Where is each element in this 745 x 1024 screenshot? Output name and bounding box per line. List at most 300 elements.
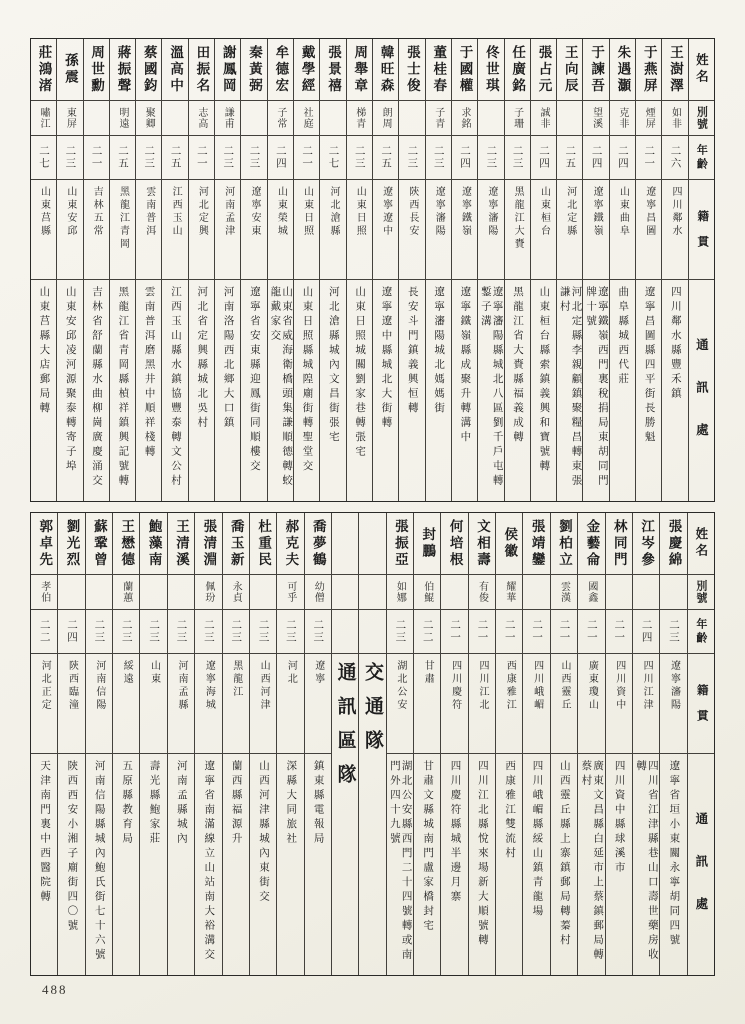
entry-origin-cell [633,654,659,754]
entry-age: 二三 [394,619,406,644]
entry-name-cell [496,513,522,575]
entry-name-cell [606,513,632,575]
entry-origin-cell [84,180,109,280]
entry-age-cell [86,610,112,654]
entry-age-cell [305,610,331,654]
entry-address-cell [31,280,56,501]
entry-age-cell [241,136,266,180]
entry-alias-cell [551,575,577,610]
entry-address: 河北滄縣城內文昌街張宅 [327,286,339,446]
entry-age: 二七 [327,145,339,170]
entry-origin-cell [168,654,194,754]
entry-name: 劉柏立 [557,518,573,569]
entry-age: 二三 [667,619,679,644]
entry-age-cell [557,136,582,180]
entry-origin-cell [469,654,495,754]
entry-address-cell [610,280,635,501]
entry-origin-cell [505,180,530,280]
entry-origin: 遼寧安東 [249,186,261,238]
entry-origin-cell [58,654,84,754]
entry-alias-cell [531,101,556,136]
entry-origin: 山東日照 [354,186,366,238]
entry-name: 喬玉新 [228,518,244,569]
entry-name: 牟德宏 [273,44,289,95]
entry-address: 四川省江津縣巷山口壽世藥房收轉 [635,760,658,963]
entry-origin: 吉林五常 [91,186,103,238]
entry-age-cell [294,136,319,180]
entry-alias: 孝伯 [38,581,50,603]
entry-address: 廣東文昌縣白延市上蔡鎮郵局轉蔡村 [580,760,604,963]
entry-name-cell [531,39,556,101]
entry-name-cell [113,513,139,575]
entry-name: 韓旺森 [378,44,394,95]
entry-origin-cell [606,654,632,754]
entry-alias-cell [633,575,659,610]
entry-column [557,39,583,501]
entry-alias-cell [610,101,635,136]
entry-address-cell [84,280,109,501]
entry-origin: 河南孟縣 [175,660,187,712]
entry-name-cell [140,513,166,575]
entry-column [578,513,605,975]
entry-address: 山東莒縣大店郵局轉 [38,286,50,417]
entry-address-cell [86,754,112,975]
entry-column [58,513,85,975]
entry-name: 侯徽 [502,527,518,560]
entry-age-cell [57,136,82,180]
entry-age-cell [223,610,249,654]
entry-address: 河北省定興縣城北吳村 [196,286,208,431]
entry-address-cell [478,280,503,501]
entry-name-cell [414,513,440,575]
empty-cell [332,610,358,654]
entry-address-cell [496,754,522,975]
entry-name: 蘇鞏曾 [91,518,107,569]
entry-alias: 蘭蕙 [120,581,132,603]
entry-age: 二三 [511,145,523,170]
entry-name-cell [277,513,303,575]
entry-origin: 陝西長安 [406,186,418,238]
entry-alias-cell [86,575,112,610]
entry-origin-cell [294,180,319,280]
entry-address: 蘭西縣福源升 [230,760,242,847]
entry-name: 董桂春 [431,44,447,95]
entry-age: 二一 [558,619,570,644]
entry-age: 二三 [432,145,444,170]
entry-address: 遼寧昌圖縣四平街長勝魁 [643,286,655,446]
header-name-label: 姓名 [694,53,709,86]
entry-age-cell [320,136,345,180]
entry-age: 二一 [301,145,313,170]
entry-alias: 梯青 [353,107,365,129]
entry-name-cell [347,39,372,101]
entry-age-cell [58,610,84,654]
entry-age: 二三 [353,145,365,170]
empty-cell [359,575,385,610]
entry-name-cell [441,513,467,575]
header-alias-cell [689,101,714,136]
entry-alias-cell [189,101,214,136]
entry-alias-cell [31,101,56,136]
entry-name-cell [523,513,549,575]
section-divider-column [359,513,386,975]
entry-column [505,39,531,501]
entry-column [86,513,113,975]
entry-address: 遼寧瀋陽縣城北八區劉千戶屯轉鏨子溝 [479,286,503,489]
entry-name: 秦黃弼 [247,44,263,95]
entry-alias: 國鑫 [585,581,597,603]
entry-address: 五原縣教育局 [121,760,133,847]
entry-name-cell [215,39,240,101]
entry-alias: 煙屏 [643,107,655,129]
entry-address-cell [452,280,477,501]
entry-name: 于國權 [457,44,473,95]
header-column [688,513,714,975]
entry-address-cell [557,280,582,501]
entry-column [633,513,660,975]
entry-age-cell [110,136,135,180]
entry-age: 二三 [175,619,187,644]
entry-name: 張慶綿 [666,518,682,569]
entry-name-cell [136,39,161,101]
entry-age-cell [505,136,530,180]
entry-name-cell [305,513,331,575]
entry-age: 二二 [421,619,433,644]
entry-name: 王澍澤 [668,44,684,95]
entry-age: 二四 [459,145,471,170]
entry-name: 江岑參 [639,518,655,569]
entry-origin: 四川峨嵋 [531,660,543,712]
header-alias-cell [688,575,714,610]
entry-column [277,513,304,975]
entry-origin-cell [277,654,303,754]
entry-origin: 黑龍江大賚 [512,186,524,251]
entry-address-cell [583,280,608,501]
entry-alias-cell [478,101,503,136]
empty-cell [359,610,385,654]
entry-origin: 遼寧鐵嶺 [459,186,471,238]
entry-name-cell [110,39,135,101]
entry-age: 二三 [230,619,242,644]
entry-name-cell [86,513,112,575]
section-divider-column [332,513,359,975]
entry-name: 戴學經 [299,44,315,95]
entry-address: 遼寧省南滿線立山站南大裕溝交 [203,760,215,963]
entry-age: 二四 [537,145,549,170]
entry-address: 河南洛陽西北鄉大口鎮 [222,286,234,431]
header-origin-cell [689,180,714,280]
entry-column [168,513,195,975]
entry-column [195,513,222,975]
entry-age-cell [399,136,424,180]
entry-name: 林同門 [611,518,627,569]
header-address-label: 通訊處 [694,337,709,466]
entry-alias-cell [58,575,84,610]
entry-address: 陝西西安小湘子廟街四〇號 [66,760,78,934]
header-address-label: 通訊處 [693,811,708,940]
entry-alias-cell [662,101,687,136]
header-address-cell [689,280,714,501]
entry-alias: 有俊 [476,581,488,603]
entry-column [136,39,162,501]
entry-origin: 甘肅 [422,660,434,686]
entry-address: 深縣大同旅社 [285,760,297,847]
entry-name: 何培根 [447,518,463,569]
header-name-cell [689,39,714,101]
entry-origin-cell [189,180,214,280]
entry-alias: 誠非 [537,107,549,129]
section-label: 通訊區隊 [334,662,356,798]
entry-address: 長安斗門鎮義興恒轉 [406,286,418,417]
entry-age-cell [140,610,166,654]
entry-age-cell [250,610,276,654]
entry-column [268,39,294,501]
entry-origin-cell [662,180,687,280]
entry-name: 朱遇灝 [615,44,631,95]
entry-age-cell [215,136,240,180]
entry-name: 莊鴻渚 [36,44,52,95]
entry-age: 二五 [564,145,576,170]
entry-alias: 伯鯤 [421,581,433,603]
entry-origin: 河南信陽 [93,660,105,712]
entry-address-cell [168,754,194,975]
entry-column [215,39,241,501]
entry-column [110,39,136,501]
entry-age: 二三 [222,145,234,170]
entry-age: 二三 [93,619,105,644]
header-origin-label: 籍貫 [695,684,708,735]
entry-age: 二七 [38,145,50,170]
entry-age: 二五 [116,145,128,170]
entry-alias-cell [113,575,139,610]
entry-alias-cell [660,575,686,610]
entry-name-cell [189,39,214,101]
entry-column [414,513,441,975]
entry-age-cell [31,610,57,654]
entry-alias-cell [523,575,549,610]
entry-origin-cell [387,654,413,754]
entry-origin: 西康雅江 [504,660,516,712]
entry-alias: 子青 [432,107,444,129]
entry-address-cell [469,754,495,975]
entry-alias-cell [469,575,495,610]
entry-alias: 子常 [274,107,286,129]
entry-origin: 遼寧昌圖 [643,186,655,238]
entry-name: 劉光烈 [64,518,80,569]
entry-alias: 如非 [669,107,681,129]
entry-age-cell [469,610,495,654]
entry-column [189,39,215,501]
entry-name-cell [557,39,582,101]
entry-origin: 四川鄰水 [670,186,682,238]
entry-alias: 社庭 [301,107,313,129]
entry-origin-cell [241,180,266,280]
header-alias-label: 別號 [694,580,707,604]
entry-address-cell [294,280,319,501]
entry-address-cell [195,754,221,975]
entry-column [636,39,662,501]
entry-origin-cell [496,654,522,754]
entry-address-cell [426,280,451,501]
entry-age-cell [113,610,139,654]
entry-origin: 河北 [285,660,297,686]
entry-address: 遼寧瀋陽城北媽媽街 [433,286,445,417]
entry-age-cell [583,136,608,180]
entry-alias-cell [320,101,345,136]
entry-name-cell [505,39,530,101]
entry-name-cell [633,513,659,575]
entry-name: 杜重民 [256,518,272,569]
entry-alias-cell [215,101,240,136]
entry-address: 壽光縣鮑家莊 [148,760,160,847]
entry-column [140,513,167,975]
entry-address-cell [660,754,686,975]
entry-age-cell [277,610,303,654]
entry-name-cell [551,513,577,575]
entry-address-cell [268,280,293,501]
entry-origin-cell [305,654,331,754]
entry-age-cell [441,610,467,654]
header-name-cell [688,513,714,575]
entry-origin: 黑龍江 [230,660,242,699]
entry-age: 二三 [284,619,296,644]
entry-origin: 山東莒縣 [38,186,50,238]
entry-alias: 如娜 [394,581,406,603]
entry-age: 二三 [143,145,155,170]
entry-origin: 河南孟津 [222,186,234,238]
entry-column [347,39,373,501]
entry-age-cell [136,136,161,180]
entry-address: 四川資中縣球溪市 [613,760,625,876]
entry-name-cell [168,513,194,575]
entry-age: 二三 [312,619,324,644]
directory-table-bottom [30,512,715,976]
entry-age-cell [268,136,293,180]
entry-address-cell [250,754,276,975]
entry-name: 溫高中 [168,44,184,95]
entry-name: 周世勳 [89,44,105,95]
entry-alias-cell [426,101,451,136]
entry-address: 山東安邱凌河源聚泰轉寄子埠 [64,286,76,475]
header-address-cell [688,754,714,975]
entry-origin-cell [162,180,187,280]
entry-origin: 廣東瓊山 [586,660,598,712]
entry-column [162,39,188,501]
entry-alias-cell [636,101,661,136]
entry-address-cell [414,754,440,975]
entry-age: 二三 [202,619,214,644]
entry-column [113,513,140,975]
entry-origin-cell [57,180,82,280]
entry-column [250,513,277,975]
entry-name-cell [195,513,221,575]
entry-address: 黑龍江省大賚縣福義成轉 [512,286,524,446]
entry-origin-cell [426,180,451,280]
entry-alias: 幼僧 [312,581,324,603]
entry-name: 張士俊 [404,44,420,95]
entry-name: 任廣銘 [510,44,526,95]
entry-origin: 河北正定 [39,660,51,712]
entry-alias: 聚卿 [143,107,155,129]
entry-age: 二三 [248,145,260,170]
entry-age: 二三 [148,619,160,644]
entry-address: 遼寧遼中縣城北大街轉 [380,286,392,431]
entry-column [583,39,609,501]
entry-origin-cell [215,180,240,280]
entry-name: 王清溪 [173,518,189,569]
entry-alias-cell [162,101,187,136]
entry-name: 于諫吾 [589,44,605,95]
entry-address-cell [57,280,82,501]
entry-name-cell [31,513,57,575]
entry-age: 二一 [531,619,543,644]
entry-name-cell [250,513,276,575]
entry-column [441,513,468,975]
entry-origin-cell [551,654,577,754]
entry-alias-cell [505,101,530,136]
entry-origin-cell [136,180,161,280]
entry-alias-cell [294,101,319,136]
entry-name: 郭卓先 [37,518,53,569]
entry-alias-cell [557,101,582,136]
entry-column [662,39,688,501]
entry-age: 二四 [616,145,628,170]
entry-age-cell [414,610,440,654]
entry-address: 曲阜縣城西代莊 [617,286,629,388]
header-origin-cell [688,654,714,754]
entry-name-cell [58,513,84,575]
entry-column [399,39,425,501]
entry-age: 二三 [64,145,76,170]
entry-origin-cell [583,180,608,280]
entry-origin-cell [478,180,503,280]
entry-name-cell [583,39,608,101]
entry-age-cell [426,136,451,180]
entry-age-cell [633,610,659,654]
entry-alias-cell [241,101,266,136]
entry-name-cell [478,39,503,101]
entry-name-cell [223,513,249,575]
entry-age-cell [162,136,187,180]
entry-age: 二一 [503,619,515,644]
entry-address: 遼寧鐵嶺西門裏稅捐局東胡同門牌十號 [585,286,608,489]
entry-address-cell [505,280,530,501]
header-origin-label: 籍貫 [696,210,709,261]
entry-name-cell [469,513,495,575]
entry-origin-cell [250,654,276,754]
entry-origin-cell [531,180,556,280]
entry-alias: 克非 [616,107,628,129]
entry-origin: 遼寧 [312,660,324,686]
entry-column [320,39,346,501]
entry-origin-cell [441,654,467,754]
entry-name-cell [162,39,187,101]
entry-alias-cell [57,101,82,136]
entry-origin: 山東 [148,660,160,686]
entry-column [57,39,83,501]
entry-age: 二四 [640,619,652,644]
entry-age: 二三 [257,619,269,644]
entry-origin-cell [636,180,661,280]
entry-address: 山東桓台縣索鎮義興和寶號轉 [538,286,550,475]
entry-address: 西康雅江雙流村 [504,760,516,862]
entry-alias: 永貞 [230,581,242,603]
entry-name-cell [636,39,661,101]
entry-address-cell [387,754,413,975]
entry-name: 張景禧 [325,44,341,95]
entry-address-cell [531,280,556,501]
entry-age-cell [523,610,549,654]
